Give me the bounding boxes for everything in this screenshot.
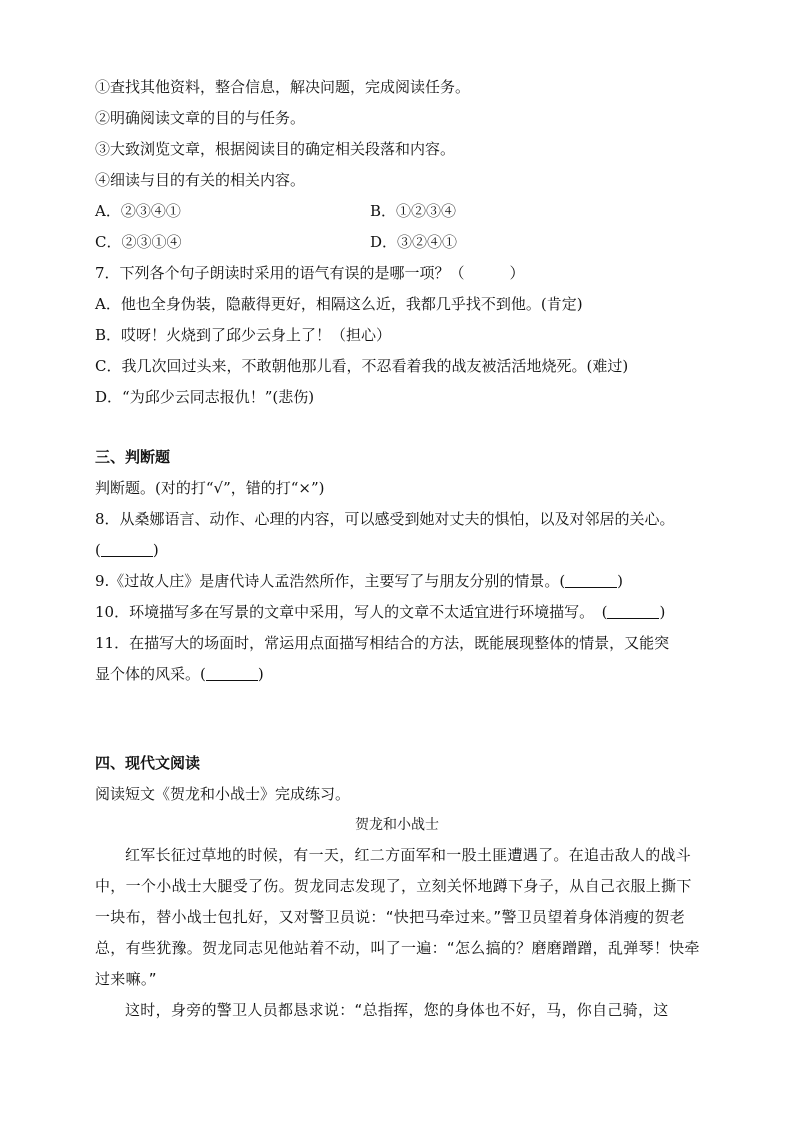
q10 — [95, 602, 665, 622]
passage-body — [95, 840, 705, 1026]
step-1: ①查找其他资料，整合信息，解决问题，完成阅读任务。 — [95, 78, 471, 96]
q11-text: 显个体的风采。( — [95, 665, 206, 683]
q9 — [95, 571, 623, 591]
q6-option-c: C．②③①④ — [95, 233, 182, 251]
passage-title: 贺龙和小战士 — [355, 817, 439, 833]
step-2: ②明确阅读文章的目的与任务。 — [95, 109, 306, 127]
q7-stem: 7．下列各个句子朗读时采用的语气有误的是哪一项？（ ） — [95, 264, 525, 282]
q6-option-a: A．②③④① — [95, 202, 181, 220]
step-3: ③大致浏览文章，根据阅读目的确定相关段落和内容。 — [95, 140, 456, 158]
q8-close-paren: ) — [152, 541, 159, 559]
section4-instruction: 阅读短文《贺龙和小战士》完成练习。 — [95, 785, 351, 803]
q10-text: 10．环境描写多在写景的文章中采用，写人的文章不太适宜进行环境描写。 ( — [95, 603, 608, 621]
section3-heading: 三、判断题 — [95, 448, 171, 466]
passage-paragraph-1: 红军长征过草地的时候，有一天，红二方面军和一股土匪遭遇了。在追击敌人的战斗中，一个小战士大腿受了伤。贺龙同志发现了，立刻关怀地蹲下身子，从自己衣服上撕下一块布，替小战士包扎好，又对警卫员说：“快把马牵过来。”警卫员望着身体消瘦的贺老总，有些犹豫。贺龙同志见他站着不动，叫了一遍：“怎么搞的？磨磨蹭蹭，乱弹琴！快牵过来嘛。” — [95, 846, 700, 988]
q11-answer-blank[interactable] — [206, 666, 258, 681]
q9-close-paren: ) — [617, 572, 624, 590]
q8-open-paren: ( — [95, 541, 101, 559]
passage-paragraph-2: 这时，身旁的警卫人员都恳求说：“总指挥，您的身体也不好，马，你自己骑，这 — [125, 1001, 669, 1019]
q7-option-a: A．他也全身伪装，隐蔽得更好，相隔这么近，我都几乎找不到他。(肯定) — [95, 295, 583, 313]
q9-answer-blank[interactable] — [565, 573, 617, 588]
step-4: ④细读与目的有关的相关内容。 — [95, 171, 306, 189]
q11-line1: 11．在描写大的场面时，常运用点面描写相结合的方法，既能展现整体的情景，又能突 — [95, 634, 670, 652]
q8-answer-blank[interactable] — [101, 542, 153, 557]
q8-text: 8．从桑娜语言、动作、心理的内容，可以感受到她对丈夫的惧怕，以及对邻居的关心。 — [95, 510, 675, 528]
q10-answer-blank[interactable] — [607, 604, 659, 619]
section4-heading: 四、现代文阅读 — [95, 754, 201, 772]
q9-text: 9.《过故人庄》是唐代诗人孟浩然所作，主要写了与朋友分别的情景。( — [95, 572, 566, 590]
q6-option-b: B．①②③④ — [370, 202, 457, 220]
q10-close-paren: ) — [659, 603, 666, 621]
q11-close-paren: ) — [257, 665, 264, 683]
q7-option-c: C．我几次回过头来，不敢朝他那儿看，不忍看着我的战友被活活地烧死。(难过) — [95, 357, 629, 375]
q7-option-b: B．哎呀！火烧到了邱少云身上了！（担心） — [95, 326, 392, 344]
section3-instruction: 判断题。(对的打“√”，错的打“×”) — [95, 479, 325, 497]
q8-answer — [95, 540, 159, 560]
q6-option-d: D．③②④① — [370, 233, 458, 251]
q11-line2 — [95, 664, 264, 684]
q7-option-d: D．“为邱少云同志报仇！”(悲伤) — [95, 388, 315, 406]
